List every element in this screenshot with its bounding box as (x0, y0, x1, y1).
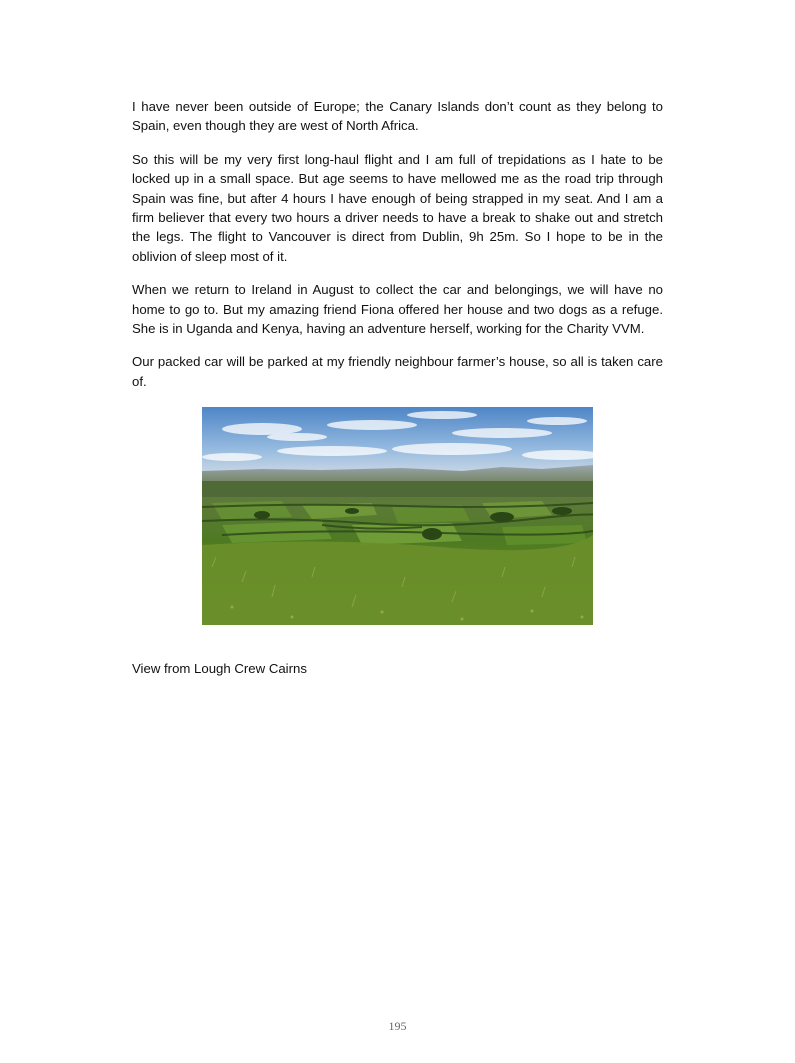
figure-caption: View from Lough Crew Cairns (132, 661, 307, 676)
paragraph-4: Our packed car will be parked at my friendly neighbour farmer’s house, so all is taken care of. (132, 354, 663, 389)
page-number: 195 (388, 1019, 407, 1033)
landscape-photo (202, 407, 593, 625)
body-text (132, 97, 663, 405)
paragraph-2: So this will be my very first long-haul flight and I am full of trepidations as I hate to be locked up in a small space. But age seems to have mellowed me as the road trip through Spain was fine, but after 4 hours I have enough of being strapped in my seat. And I am a firm believer that every two hours a driver needs to have a break to shake out and stretch the legs. The flight to Vancouver is direct from Dublin, 9h 25m. So I hope to be in the oblivion of sleep most of it. (132, 151, 663, 264)
paragraph-3: When we return to Ireland in August to collect the car and belongings, we will have no home to go to. But my amazing friend Fiona offered her house and two dogs as a refuge. She is in Uganda and Kenya, having an adventure herself, working for the Charity VVM. (132, 282, 663, 337)
paragraph-1: I have never been outside of Europe; the Canary Islands don’t count as they belong to Spain, even though they are west of North Africa. (132, 99, 663, 134)
landscape-photo-image (202, 407, 593, 625)
